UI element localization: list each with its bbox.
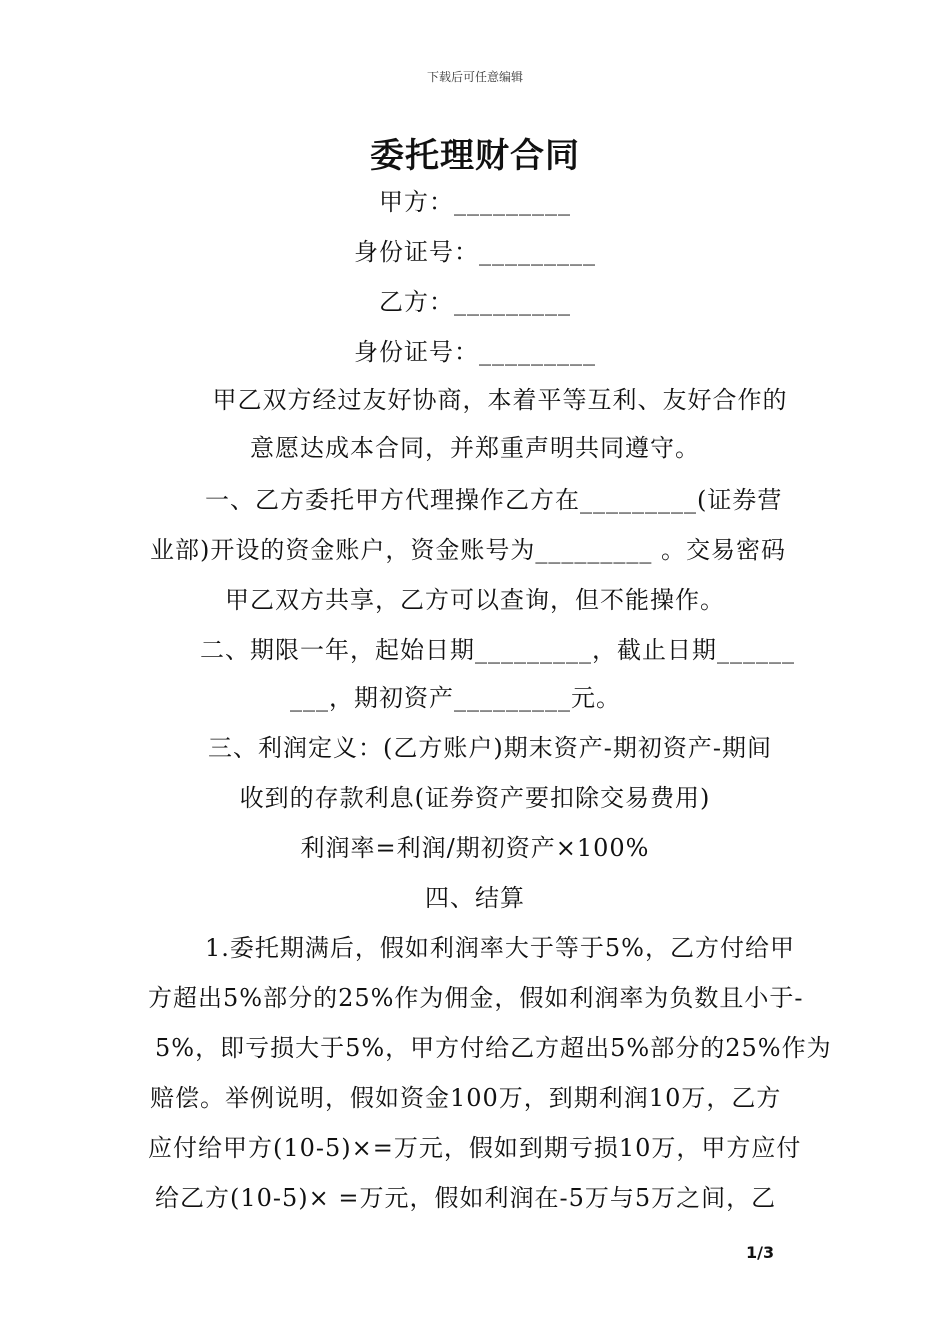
settlement-line-4: 赔偿。举例说明，假如资金100万，到期利润10万，乙方 [150,1084,782,1112]
party-a-id-line: 身份证号：_________ [354,238,596,266]
party-b-line: 乙方：_________ [379,288,571,316]
clause-1-line-2: 业部)开设的资金账户，资金账号为_________ 。交易密码 [150,536,786,564]
preamble-line-1: 甲乙双方经过友好协商，本着平等互利、友好合作的 [212,386,788,414]
clause-3-line-2: 收到的存款利息(证券资产要扣除交易费用) [239,784,711,812]
settlement-line-5: 应付给甲方(10-5)×=万元，假如到期亏损10万，甲方应付 [148,1134,802,1162]
settlement-line-2: 方超出5%部分的25%作为佣金，假如利润率为负数且小于- [148,984,804,1012]
clause-4-heading: 四、结算 [425,884,525,912]
settlement-line-3: 5%，即亏损大于5%，甲方付给乙方超出5%部分的25%作为 [155,1034,832,1062]
clause-3-line-1: 三、利润定义：(乙方账户)期末资产-期初资产-期间 [208,734,772,762]
page-number: 1/3 [746,1243,775,1262]
header-note: 下载后可任意编辑 [426,70,523,84]
clause-1-line-1: 一、乙方委托甲方代理操作乙方在_________(证券营 [205,486,783,514]
settlement-line-1: 1.委托期满后，假如利润率大于等于5%，乙方付给甲 [205,934,795,962]
clause-2-line-1: 二、期限一年，起始日期_________，截止日期______ [200,636,795,664]
clause-2-line-2: ___，期初资产_________元。 [290,684,621,712]
party-b-id-line: 身份证号：_________ [354,338,596,366]
preamble-line-2: 意愿达成本合同，并郑重声明共同遵守。 [250,434,700,462]
clause-1-line-3: 甲乙双方共享，乙方可以查询，但不能操作。 [225,586,725,614]
contract-title: 委托理财合同 [370,136,580,176]
profit-rate-formula: 利润率=利润/期初资产×100% [300,834,650,862]
settlement-line-6: 给乙方(10-5)× =万元，假如利润在-5万与5万之间，乙 [155,1184,777,1212]
party-a-line: 甲方：_________ [379,188,571,216]
